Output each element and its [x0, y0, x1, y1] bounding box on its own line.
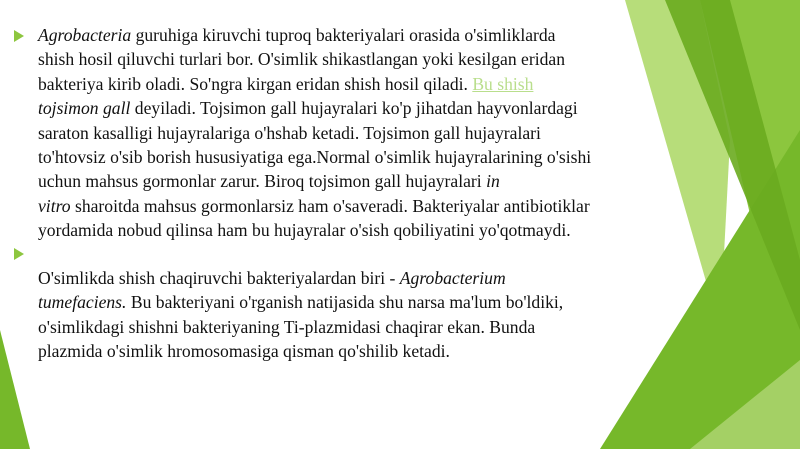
text-line: tumefaciens. Bu bakteriyani o'rganish natijasida shu narsa ma'lum bo'ldiki,: [38, 292, 564, 313]
text-line: vitro sharoitda mahsus gormonlarsiz ham o'saveradi. Bakteriyalar antibiotiklar: [38, 195, 590, 216]
text-line: to'htovsiz o'sib borish hususiyatiga ega.Normal o'simlik hujayralarining o'sishi: [38, 147, 592, 168]
bullet-arrow-icon: [14, 248, 24, 260]
text-line: yordamida nobud qilinsa ham bu hujayralar o'sish qobiliyatini yo'qotmaydi.: [38, 220, 571, 241]
paragraph-2: [38, 266, 678, 364]
text-line: Agrobacteria guruhiga kiruvchi tuproq bakteriyalari orasida o'simliklarda: [38, 25, 556, 45]
bu-shish-link[interactable]: Bu shish: [472, 73, 534, 94]
text-line: plazmida o'simlik hromosomasiga qisman qo'shilib ketadi.: [38, 341, 450, 362]
text-line: bakteriya kirib oladi. So'ngra kirgan eridan shish hosil qiladi. Bu shish: [38, 73, 534, 94]
text-line: uchun mahsus gormonlar zarur. Biroq tojsimon gall hujayralari in: [38, 171, 500, 192]
paragraph-1: [38, 23, 678, 243]
text-line: saraton kasalligi hujayralariga o'hshab ketadi. Tojsimon gall hujayralari: [38, 122, 541, 143]
text-line: shish hosil qiluvchi turlari bor. O'simlik shikastlangan yoki kesilgan eridan: [38, 49, 566, 70]
text-line: o'simlikdagi shishni bakteriyaning Ti-plazmidasi chaqirar ekan. Bunda: [38, 316, 536, 337]
bullet-arrow-icon: [14, 30, 24, 42]
text-line: tojsimon gall deyiladi. Tojsimon gall hujayralari ko'p jihatdan hayvonlardagi: [38, 98, 578, 119]
text-line: O'simlikda shish chaqiruvchi bakteriyalardan biri - Agrobacterium: [38, 268, 506, 288]
